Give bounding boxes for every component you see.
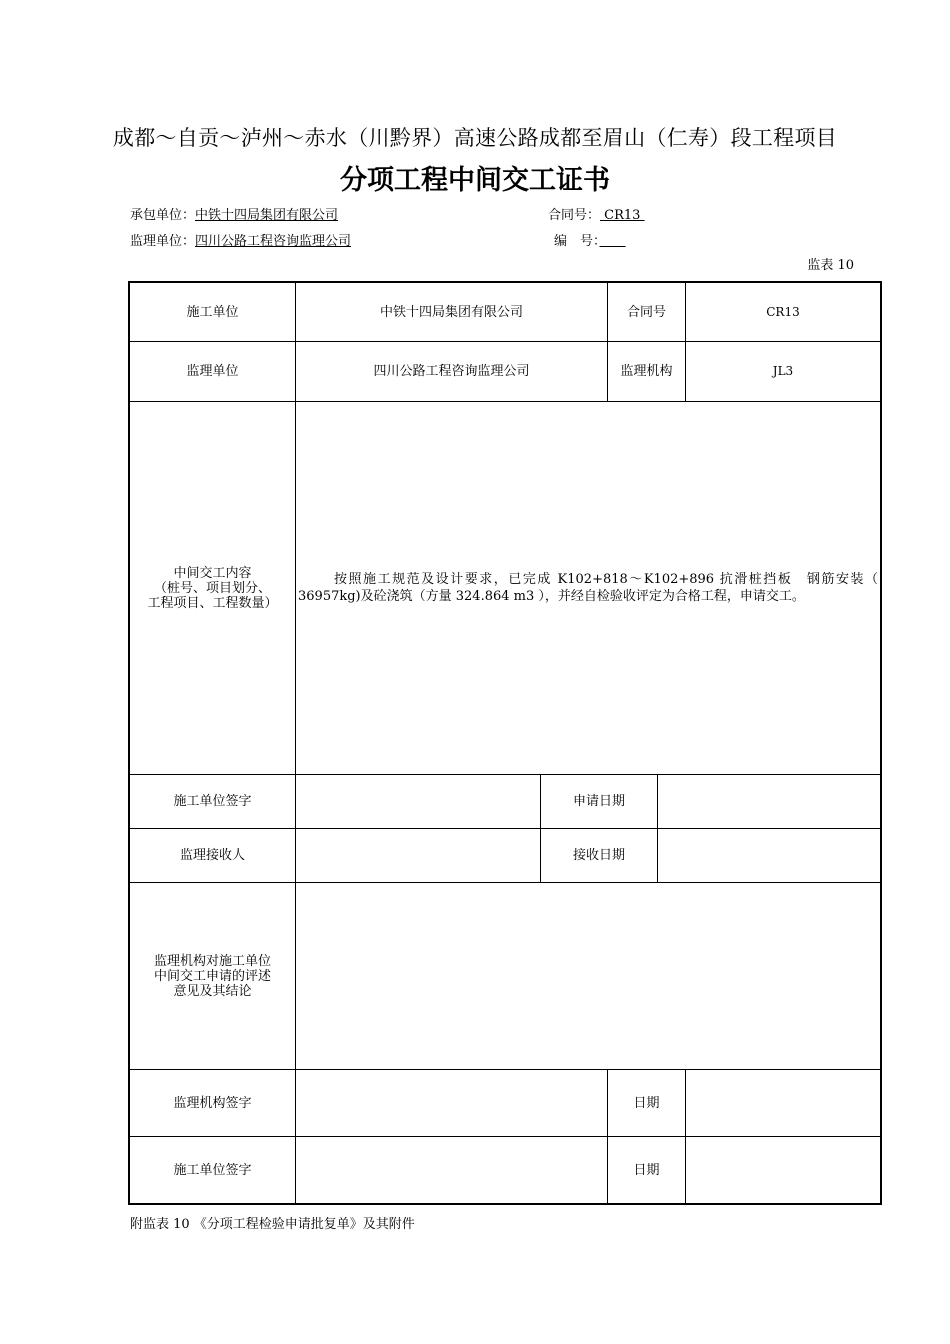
contractor-date-label: 日期 (633, 1162, 660, 1178)
supervision-date-label: 日期 (633, 1095, 660, 1111)
receipt-date-label: 接收日期 (572, 848, 625, 863)
application-date-field[interactable] (658, 775, 880, 828)
opinion-label-line-3: 意见及其结论 (173, 983, 252, 999)
serial-no-value (600, 234, 626, 249)
supervision-agency-signature-field[interactable] (296, 1070, 607, 1136)
contractor-label: 承包单位： (130, 208, 196, 223)
contractor-signature-label: 施工单位签字 (173, 794, 252, 809)
supervision-opinion-label (130, 883, 295, 1069)
supervision-date-field[interactable] (686, 1070, 880, 1136)
content-label-line-2: （桩号、项目划分、 (153, 580, 271, 596)
contractor-line (130, 204, 338, 223)
contractor-date-field[interactable] (686, 1137, 880, 1203)
application-date-label: 申请日期 (572, 794, 625, 809)
contractor-unit-value: 中铁十四局集团有限公司 (379, 304, 523, 320)
supervision-opinion-field[interactable] (296, 883, 880, 1069)
supervision-agency-label: 监理机构 (620, 364, 673, 379)
interim-handover-content-text: 按照施工规范及设计要求，已完成 K102+818～K102+896 抗滑桩挡板 钢筋安装（ 36957kg)及砼浇筑（方量 324.864 m3 ），并经自检验收评定为合格工程，申请交工。 (298, 572, 878, 604)
supervisor-receiver-label: 监理接收人 (179, 848, 245, 863)
supervision-agency-value: JL3 (772, 364, 794, 378)
attachment-note: 附监表 10 《分项工程检验申请批复单》及其附件 (130, 1217, 415, 1232)
interim-handover-content-label (130, 402, 295, 774)
receipt-date-field[interactable] (658, 829, 880, 882)
contract-no-label: 合同号： (548, 208, 601, 223)
contractor-signature-field[interactable] (296, 775, 540, 828)
content-label-line-1: 中间交工内容 (173, 565, 252, 581)
supervisor-unit-value: 四川公路工程咨询监理公司 (373, 364, 530, 379)
opinion-label-line-2: 中间交工申请的评述 (153, 968, 271, 984)
supervisor-unit-label: 监理单位 (186, 364, 239, 379)
supervision-agency-signature-label: 监理机构签字 (173, 1095, 252, 1111)
contractor-final-signature-label: 施工单位签字 (173, 1162, 252, 1178)
supervisor-value: 四川公路工程咨询监理公司 (195, 234, 352, 249)
supervisor-receiver-field[interactable] (296, 829, 540, 882)
content-label-line-3: 工程项目、工程数量） (147, 595, 278, 611)
form-code: 监表 10 (807, 258, 854, 273)
supervisor-line (130, 230, 351, 249)
project-title: 成都～自贡～泸州～赤水（川黔界）高速公路成都至眉山（仁寿）段工程项目 (112, 126, 838, 150)
opinion-label-line-1: 监理机构对施工单位 (153, 953, 271, 969)
contract-no-cell-value: CR13 (766, 304, 800, 319)
contractor-value: 中铁十四局集团有限公司 (195, 208, 339, 223)
contractor-unit-label: 施工单位 (186, 304, 239, 320)
contract-no-cell-label: 合同号 (626, 304, 666, 320)
document-title: 分项工程中间交工证书 (340, 165, 610, 196)
contract-no-line (548, 204, 645, 223)
contractor-final-signature-field[interactable] (296, 1137, 607, 1203)
serial-no-label: 编 号： (554, 234, 600, 249)
contract-no-value: CR13 (600, 208, 645, 223)
supervisor-label: 监理单位： (130, 234, 196, 249)
serial-no-line (554, 230, 626, 249)
